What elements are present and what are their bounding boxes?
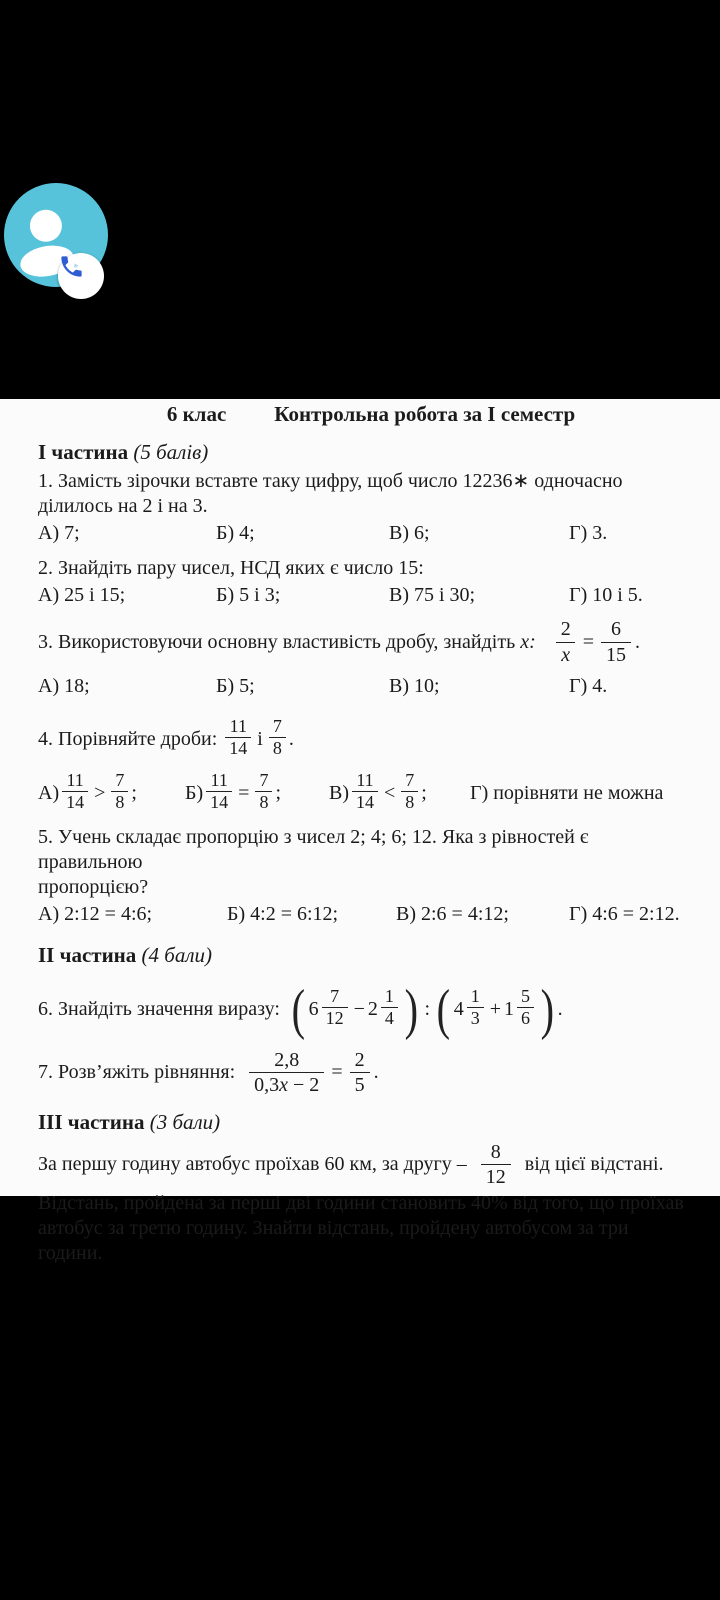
word-problem-line1a: За першу годину автобус проїхав 60 км, за другу – <box>38 1153 467 1176</box>
answer-option <box>329 770 470 814</box>
fraction-denominator: 15 <box>601 642 631 666</box>
fraction <box>249 1049 324 1097</box>
fraction-denominator: 14 <box>206 791 232 812</box>
question-1-options <box>38 521 684 546</box>
fraction-denominator: 5 <box>350 1072 370 1096</box>
answer-option: А) 25 і 15; <box>38 584 126 606</box>
fraction-numerator: 6 <box>611 618 622 641</box>
question-4-options <box>38 770 684 814</box>
answer-option <box>38 770 185 814</box>
semicolon: ; <box>131 781 137 804</box>
fraction-numerator: 8 <box>490 1140 501 1163</box>
fraction <box>401 771 418 812</box>
fraction-denominator: 4 <box>381 1007 398 1028</box>
period: . <box>557 998 563 1021</box>
semicolon: ; <box>275 781 281 804</box>
question-2-options <box>38 583 684 608</box>
fraction-denominator: 12 <box>481 1164 511 1188</box>
question-6-text: 6. Знайдіть значення виразу: <box>38 998 280 1021</box>
comparison-sign: > <box>94 781 106 804</box>
option-label: А) <box>38 781 60 804</box>
answer-option: Б) 4:2 = 6:12; <box>227 902 339 925</box>
section-1-title: І частина <box>38 440 129 464</box>
question-6: 6. Знайдіть значення виразу: ( 6 $\frac{7}{12}$ − 2 $\frac{1}{4}$ ) : ( 4 $\frac{1}{3}$ + 1 $\frac{5}{6}$ ) . <box>38 978 563 1041</box>
fraction <box>467 987 484 1028</box>
fraction-numerator: 7 <box>115 770 125 790</box>
whole-number: 1 <box>504 998 515 1021</box>
section-3-title: ІІІ частина <box>38 1109 145 1134</box>
answer-option <box>185 770 329 814</box>
fraction-numerator: 7 <box>405 770 415 790</box>
fraction-numerator: 11 <box>229 715 247 736</box>
fraction-numerator: 2 <box>560 618 571 641</box>
grade-label: 6 клас <box>166 402 227 426</box>
denominator-variable: x <box>279 1074 289 1097</box>
answer-option: Б) 4; <box>216 522 255 544</box>
fraction-denominator: 8 <box>255 791 272 812</box>
word-problem-line1b: від цієї відстані. <box>524 1153 664 1176</box>
question-3-variable: x: <box>520 630 536 653</box>
call-badge[interactable] <box>58 253 104 299</box>
question-1 <box>38 469 684 519</box>
whole-number: 4 <box>453 998 464 1021</box>
question-4 <box>38 713 684 765</box>
question-3 <box>38 612 684 672</box>
question-7 <box>38 1044 684 1102</box>
question-5 <box>38 825 684 900</box>
document-title <box>48 402 694 427</box>
question-3-options <box>38 674 684 699</box>
question-5-line2: пропорцією? <box>38 875 149 898</box>
fraction-denominator: 6 <box>517 1007 534 1028</box>
fraction <box>481 1141 511 1189</box>
answer-option: Г) 3. <box>569 522 608 544</box>
fraction-numerator: 2 <box>354 1048 365 1071</box>
fraction-numerator: 5 <box>521 986 531 1007</box>
fraction-numerator: 11 <box>356 770 374 790</box>
fraction-denominator: 8 <box>401 791 418 812</box>
whole-number: 2 <box>367 998 378 1021</box>
division-sign: : <box>424 998 431 1021</box>
period: . <box>635 630 641 653</box>
mixed-number <box>308 986 351 1030</box>
answer-option: Г) 4:6 = 2:12. <box>569 902 680 925</box>
answer-option: В) 2:6 = 4:12; <box>396 902 509 925</box>
comparison-sign: < <box>384 781 396 804</box>
fraction <box>381 987 398 1028</box>
answer-option: В) 6; <box>389 522 430 544</box>
question-3-text <box>38 630 536 655</box>
answer-option: Г) 10 і 5. <box>569 584 643 606</box>
question-2 <box>38 556 684 581</box>
fraction-numerator: 11 <box>210 770 228 790</box>
fraction-denominator: 12 <box>322 1007 348 1028</box>
word-problem-line1 <box>38 1141 684 1189</box>
mixed-number <box>453 986 487 1030</box>
fraction-numerator: 1 <box>384 986 394 1007</box>
fraction <box>556 618 576 666</box>
fraction-numerator: 1 <box>470 986 480 1007</box>
period: . <box>288 727 294 750</box>
fraction-numerator: 7 <box>330 986 340 1007</box>
question-4-text: 4. Порівняйте дроби: <box>38 727 218 750</box>
fraction-numerator: 7 <box>272 715 282 736</box>
denominator-coefficient: 0,3 <box>254 1074 280 1097</box>
test-document <box>0 399 720 1264</box>
fraction <box>269 717 286 758</box>
answer-option: Б) 5; <box>216 675 255 697</box>
fraction-denominator: 8 <box>111 791 128 812</box>
question-3-equation <box>552 618 640 666</box>
section-2-heading <box>38 943 684 968</box>
semicolon: ; <box>421 781 427 804</box>
question-2-text: 2. Знайдіть пару чисел, НСД яких є число 15: <box>38 557 424 579</box>
section-2-points: (4 бали) <box>141 942 212 967</box>
option-label: Б) <box>185 781 204 804</box>
fraction-denominator: x <box>556 642 575 666</box>
answer-option: А) 18; <box>38 675 90 697</box>
option-label: В) <box>329 781 349 804</box>
comparison-sign: = <box>238 781 250 804</box>
fraction <box>62 771 88 812</box>
section-3-points: (3 бали) <box>149 1109 221 1134</box>
fraction-denominator: 14 <box>62 791 88 812</box>
answer-option: В) 10; <box>389 675 440 697</box>
denominator-constant: − 2 <box>288 1074 320 1097</box>
fraction-denominator: 14 <box>225 737 251 758</box>
question-5-line1: 5. Учень складає пропорцію з чисел 2; 4; 6; 12. Яка з рівностей є правильною <box>38 825 589 873</box>
answer-option: А) 2:12 = 4:6; <box>38 902 153 925</box>
section-1-points: (5 балів) <box>133 440 209 464</box>
fraction-denominator: 14 <box>352 791 378 812</box>
answer-option: Б) 5 і 3; <box>216 584 281 606</box>
fraction <box>352 771 378 812</box>
whole-number: 6 <box>308 998 319 1021</box>
fraction-numerator: 7 <box>259 770 269 790</box>
answer-option: А) 7; <box>38 522 80 544</box>
fraction-denominator: 3 <box>467 1007 484 1028</box>
question-1-line1: 1. Замість зірочки вставте таку цифру, щоб число 12236∗ одночасно <box>38 470 623 492</box>
equals-sign: = <box>331 1061 343 1084</box>
fraction <box>225 717 251 758</box>
equals-sign: = <box>582 630 595 653</box>
question-5-options <box>38 902 684 927</box>
section-3-heading <box>38 1110 684 1135</box>
answer-option: Г) 4. <box>569 675 608 697</box>
fraction <box>255 771 272 812</box>
section-2-title: ІІ частина <box>38 942 137 967</box>
fraction-denominator <box>249 1072 324 1096</box>
fraction-numerator: 2,8 <box>274 1048 300 1071</box>
question-7-text: 7. Розв’яжіть рівняння: <box>38 1061 236 1084</box>
fraction <box>111 771 128 812</box>
period: . <box>373 1061 379 1084</box>
fraction <box>322 987 348 1028</box>
section-1-heading <box>38 440 684 465</box>
fraction-numerator: 11 <box>66 770 84 790</box>
answer-option: В) 75 і 30; <box>389 584 476 606</box>
fraction <box>350 1049 370 1097</box>
mixed-number <box>367 986 401 1030</box>
conjunction: і <box>257 727 263 750</box>
word-problem-body: Відстань, пройдена за перші дві години становить 40% від того, що проїхав автобус за третю годину. Знайти відстань, пройдену автобусом за три години. <box>38 1191 684 1264</box>
question-1-line2: ділилось на 2 і на 3. <box>38 495 208 517</box>
fraction <box>601 618 631 666</box>
fraction <box>517 987 534 1028</box>
fraction-denominator: 8 <box>269 737 286 758</box>
call-contact-bubble[interactable] <box>4 183 108 287</box>
phone-icon <box>58 253 85 280</box>
question-3-text-main: 3. Використовуючи основну властивість дробу, знайдіть <box>38 630 516 653</box>
minus-sign: − <box>353 998 365 1021</box>
plus-sign: + <box>489 998 502 1021</box>
answer-option: Г) порівняти не можна <box>470 781 664 804</box>
fraction <box>206 771 232 812</box>
mixed-number <box>504 986 537 1030</box>
title-text: Контрольна робота за І семестр <box>274 402 576 426</box>
